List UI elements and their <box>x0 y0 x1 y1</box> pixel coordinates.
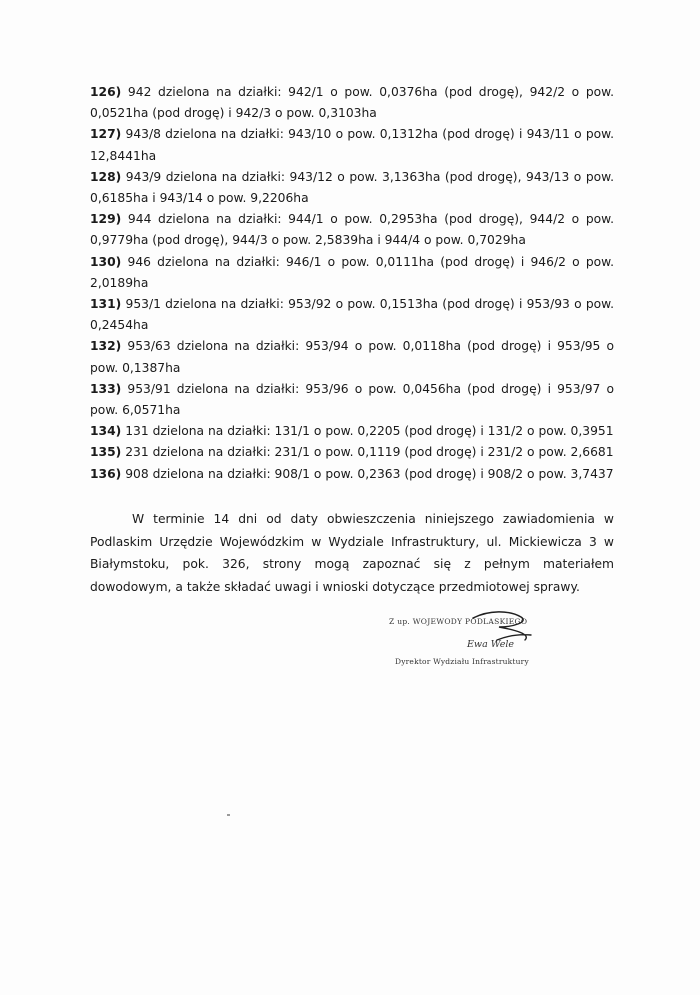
list-item <box>90 124 614 166</box>
signature-graphic <box>385 600 575 675</box>
list-item <box>90 252 614 294</box>
signature-authority-line: Z up. WOJEWODY PODLASKIEGO <box>389 617 528 626</box>
item-number: 132) <box>90 339 122 354</box>
notice-paragraph: W terminie 14 dni od daty obwieszczenia niniejszego zawiadomienia w Podlaskim Urzędzie Wojewódzkim w Wydziale Infrastruktury, ul. Mickiewicza 3 w Białymstoku, pok. 326, strony mogą zapoznać się z pełnym materiałem dowodowym, a także składać uwagi i wnioski dotyczące przedmiotowej sprawy. <box>90 512 614 594</box>
item-number: 130) <box>90 254 122 269</box>
item-number: 129) <box>90 212 122 227</box>
list-item <box>90 82 614 124</box>
item-text: 946 dzielona na działki: 946/1 o pow. 0,0111ha (pod drogę) i 946/2 o pow. 2,0189ha <box>90 254 614 290</box>
signature-stamp <box>385 600 575 675</box>
item-text: 953/63 dzielona na działki: 953/94 o pow. 0,0118ha (pod drogę) i 953/95 o pow. 0,1387ha <box>90 339 614 375</box>
item-text: 943/9 dzielona na działki: 943/12 o pow. 3,1363ha (pod drogę), 943/13 o pow. 0,6185ha i 943/14 o pow. 9,2206ha <box>90 169 614 206</box>
item-number: 126) <box>90 85 122 99</box>
list-item <box>90 379 614 421</box>
list-item <box>90 421 614 442</box>
list-item <box>90 209 614 251</box>
item-text: 944 dzielona na działki: 944/1 o pow. 0,2953ha (pod drogę), 944/2 o pow. 0,9779ha (pod drogę), 944/3 o pow. 2,5839ha i 944/4 o pow. 0,7029ha <box>90 212 614 248</box>
item-number: 131) <box>90 297 122 312</box>
parcel-division-list <box>90 82 614 485</box>
list-item <box>90 167 614 209</box>
item-number: 136) <box>90 466 122 481</box>
list-item <box>90 294 614 336</box>
item-text: 942 dzielona na działki: 942/1 o pow. 0,0376ha (pod drogę), 942/2 o pow. 0,0521ha (pod drogę) i 942/3 o pow. 0,3103ha <box>90 85 614 121</box>
list-item <box>90 442 614 463</box>
item-number: 128) <box>90 169 122 184</box>
item-number: 134) <box>90 424 122 439</box>
item-text: 953/1 dzielona na działki: 953/92 o pow. 0,1513ha (pod drogę) i 953/93 o pow. 0,2454ha <box>90 297 614 333</box>
item-text: 131 dzielona na działki: 131/1 o pow. 0,2205 (pod drogę) i 131/2 o pow. 0,3951 <box>121 424 614 439</box>
item-number: 133) <box>90 381 122 396</box>
item-number: 135) <box>90 445 122 460</box>
list-item <box>90 336 614 378</box>
item-text: 953/91 dzielona na działki: 953/96 o pow. 0,0456ha (pod drogę) i 953/97 o pow. 6,0571ha <box>90 381 614 418</box>
signature-title-line: Dyrektor Wydziału Infrastruktury <box>395 657 529 666</box>
item-text: 943/8 dzielona na działki: 943/10 o pow. 0,1312ha (pod drogę) i 943/11 o pow. 12,8441ha <box>90 127 614 163</box>
item-text: 908 dzielona na działki: 908/1 o pow. 0,2363 (pod drogę) i 908/2 o pow. 3,7437 <box>121 466 614 481</box>
scan-speck <box>227 814 230 816</box>
signature-name: Ewa Wele <box>467 639 515 650</box>
item-text: 231 dzielona na działki: 231/1 o pow. 0,1119 (pod drogę) i 231/2 o pow. 2,6681 <box>121 445 614 460</box>
item-number: 127) <box>90 127 122 142</box>
list-item <box>90 464 614 485</box>
